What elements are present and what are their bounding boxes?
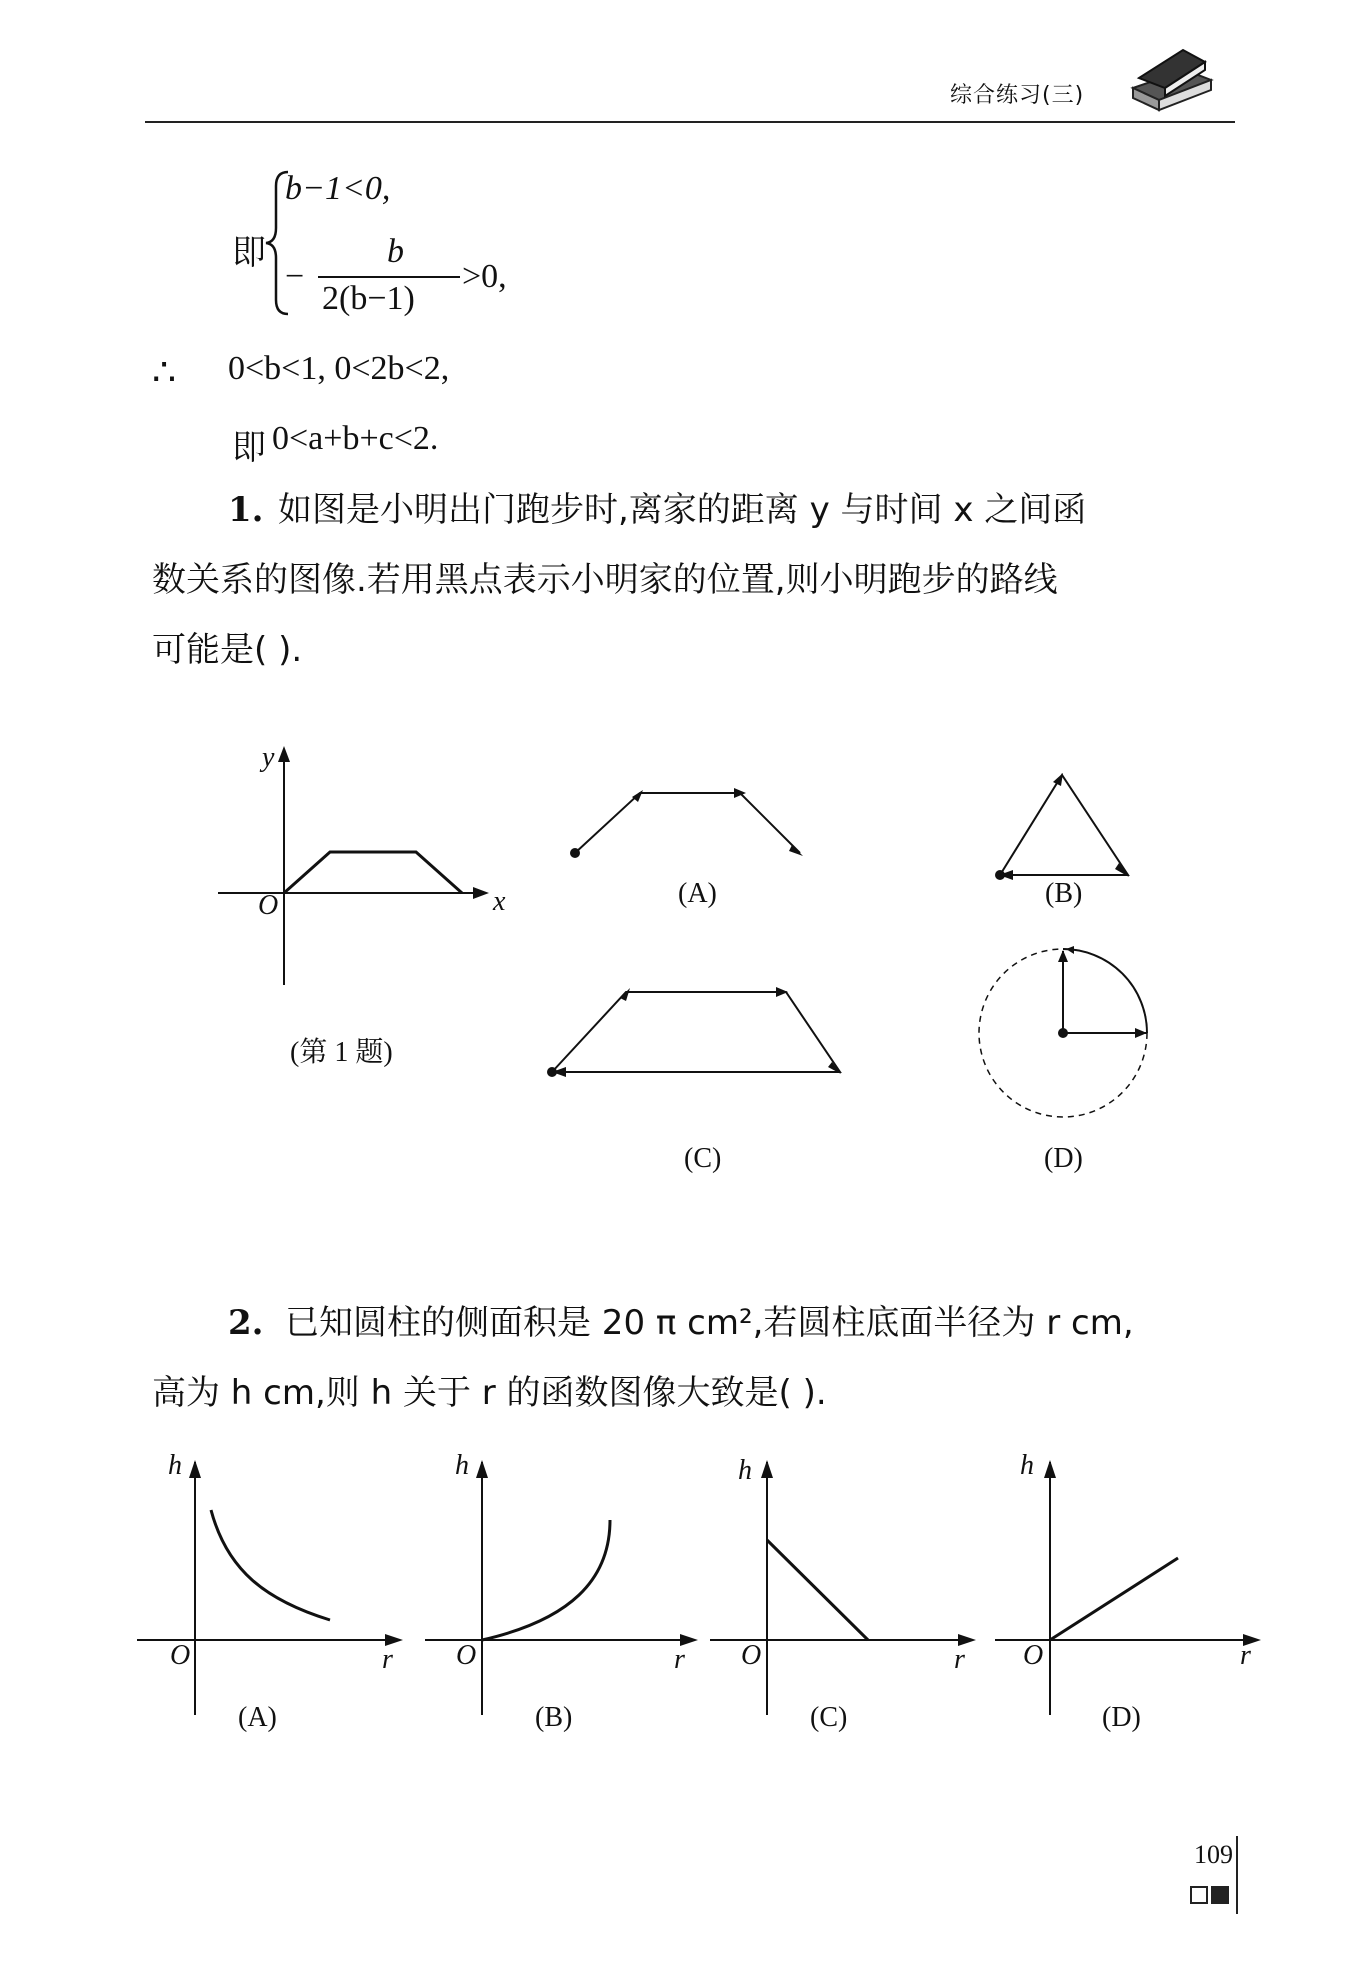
q1-figure-caption: (第 1 题)	[290, 1037, 393, 1068]
q1-origin-label: O	[258, 890, 279, 921]
fraction-denominator: 2(b−1)	[322, 280, 415, 317]
inequality-line-4: 0<a+b+c<2.	[272, 420, 439, 457]
header-rule	[145, 121, 1235, 123]
q2-b-r-label: r	[674, 1644, 685, 1675]
q1-trapezoid-curve	[284, 852, 462, 893]
q2-c-r-label: r	[954, 1644, 965, 1675]
q2-d-h-label: h	[1020, 1450, 1034, 1481]
q1-option-c-path	[540, 980, 850, 1085]
q2-option-c-label: (C)	[810, 1702, 848, 1733]
q1-text-line-3: 可能是( ).	[152, 630, 303, 670]
q1-option-a-label: (A)	[678, 878, 717, 909]
q1-x-arrow	[473, 887, 489, 899]
q1-y-label: y	[262, 742, 275, 773]
q1-y-arrow	[278, 746, 290, 762]
increasing-line	[1050, 1558, 1178, 1640]
case-2-suffix: >0,	[462, 258, 507, 295]
q2-text-line-2: 高为 h cm,则 h 关于 r 的函数图像大致是( ).	[152, 1373, 827, 1413]
q2-option-b-label: (B)	[535, 1702, 573, 1733]
q2-graph-a	[135, 1450, 415, 1720]
q2-a-r-label: r	[382, 1644, 393, 1675]
q2-number: 2.	[228, 1303, 264, 1343]
q2-a-h-label: h	[168, 1450, 182, 1481]
case-1: b−1<0,	[285, 170, 391, 207]
q2-d-o-label: O	[1023, 1640, 1044, 1671]
q2-d-r-label: r	[1240, 1640, 1251, 1671]
q2-text-line-1: 已知圆柱的侧面积是 20 π cm²,若圆柱底面半径为 r cm,	[285, 1303, 1134, 1343]
case-2-prefix: −	[285, 258, 305, 295]
page-marker-filled-square	[1211, 1886, 1229, 1904]
q2-b-o-label: O	[456, 1640, 477, 1671]
page-number: 109	[1194, 1840, 1233, 1869]
q1-x-label: x	[493, 886, 506, 917]
q1-text-line-1: 如图是小明出门跑步时,离家的距离 y 与时间 x 之间函	[278, 490, 1087, 530]
inequality-line-3: 0<b<1, 0<2b<2,	[228, 350, 450, 387]
q2-option-a-label: (A)	[238, 1702, 277, 1733]
decreasing-line	[767, 1540, 868, 1640]
fraction-bar	[318, 276, 460, 278]
book-icon	[1125, 40, 1215, 115]
q2-graph-b	[420, 1450, 705, 1720]
therefore-symbol: ∴	[152, 352, 177, 394]
q2-graph-d	[990, 1450, 1275, 1720]
q2-option-d-label: (D)	[1102, 1702, 1141, 1733]
q1-option-b-path	[985, 765, 1135, 885]
q2-c-o-label: O	[741, 1640, 762, 1671]
footer-rule	[1236, 1836, 1238, 1914]
q2-graph-c	[705, 1450, 990, 1720]
increasing-curve	[482, 1520, 610, 1640]
q1-option-d-label: (D)	[1044, 1143, 1083, 1174]
q2-c-h-label: h	[738, 1455, 752, 1486]
q1-option-b-label: (B)	[1045, 878, 1083, 909]
q1-option-d-path	[950, 920, 1180, 1150]
fraction-numerator: b	[387, 233, 404, 270]
q1-distance-time-graph	[210, 740, 530, 1000]
q1-option-c-label: (C)	[684, 1143, 722, 1174]
q1-number: 1.	[228, 490, 264, 530]
q2-a-o-label: O	[170, 1640, 191, 1671]
q2-b-h-label: h	[455, 1450, 469, 1481]
q1-option-a-path	[560, 775, 810, 875]
q1-text-line-2: 数关系的图像.若用黑点表示小明家的位置,则小明跑步的路线	[152, 560, 1058, 600]
ji-label-2: 即	[232, 428, 266, 468]
running-header: 综合练习(三)	[950, 83, 1085, 108]
decreasing-curve	[211, 1510, 330, 1620]
page-marker-empty-square	[1190, 1886, 1208, 1904]
ji-label-1: 即	[232, 233, 266, 273]
